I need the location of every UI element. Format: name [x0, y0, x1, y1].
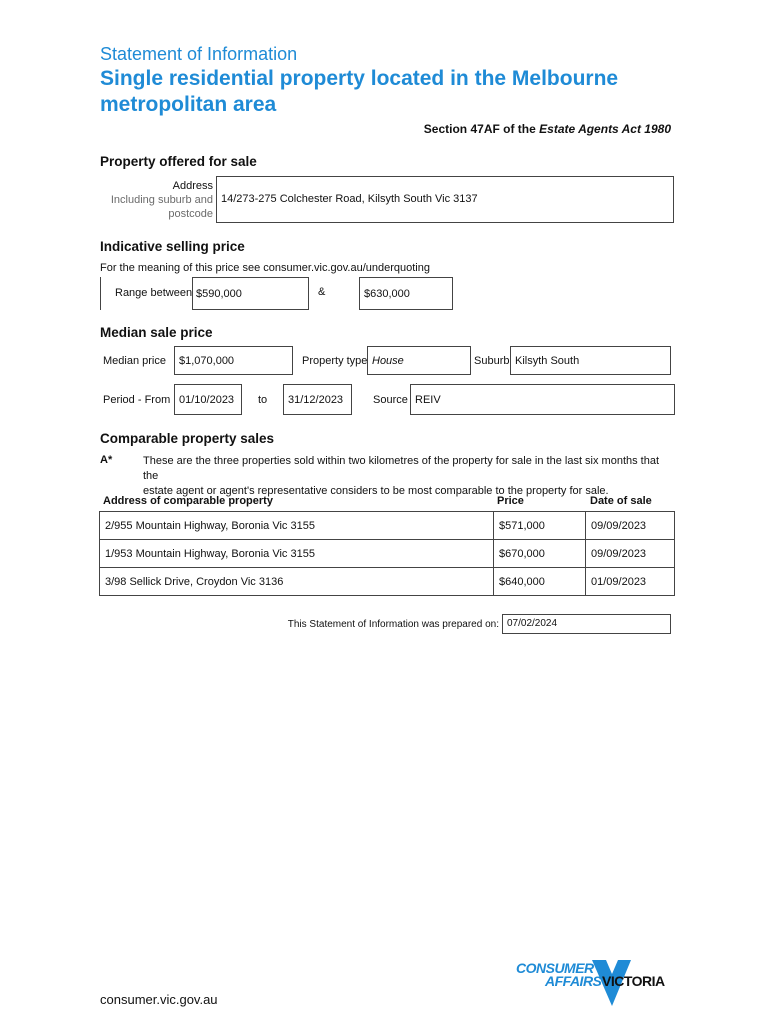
logo-word-affairs: AFFAIRS — [545, 973, 602, 989]
column-header-price: Price — [497, 495, 524, 507]
comparables-description — [143, 454, 673, 499]
period-from-label: Period - From — [103, 394, 171, 406]
period-to-field[interactable] — [283, 384, 352, 415]
document-title-line-2: metropolitan area — [100, 93, 277, 116]
range-left-border — [100, 277, 101, 310]
indicative-note: For the meaning of this price see consumer.vic.gov.au/underquoting — [100, 262, 430, 274]
address-label-line-2: Including suburb and — [110, 194, 213, 206]
range-low-value: $590,000 — [196, 288, 242, 300]
range-label: Range between — [115, 287, 193, 299]
suburb-field[interactable] — [510, 346, 671, 375]
address-label — [111, 179, 213, 221]
source-label: Source — [373, 394, 408, 406]
suburb-label: Suburb — [474, 355, 510, 367]
median-heading: Median sale price — [100, 325, 213, 340]
address-field[interactable] — [216, 176, 674, 223]
logo-word-consumer: CONSUMER — [516, 960, 594, 976]
comparable-price-cell[interactable]: $571,000 — [494, 512, 586, 540]
range-ampersand: & — [318, 286, 326, 298]
period-to-label: to — [258, 394, 268, 406]
comparable-price-cell[interactable]: $670,000 — [494, 540, 586, 568]
comparables-table — [99, 511, 675, 596]
document-title — [100, 66, 618, 118]
consumer-affairs-victoria-logo — [514, 960, 679, 1008]
source-field[interactable] — [410, 384, 675, 415]
comparables-marker: A* — [100, 454, 113, 466]
median-price-value: $1,070,000 — [179, 355, 235, 367]
comparable-price-cell[interactable]: $640,000 — [494, 568, 586, 596]
median-price-field[interactable] — [174, 346, 293, 375]
comparables-description-line-2: estate agent or agent's representative considers to be most comparable to the property for sale. — [143, 485, 609, 497]
table-row — [100, 540, 675, 568]
logo-word-victoria: VICTORIA — [602, 973, 665, 989]
address-label-line-1: Address — [172, 180, 213, 192]
act-name: Estate Agents Act 1980 — [539, 122, 671, 136]
median-price-label: Median price — [103, 355, 166, 367]
suburb-value: Kilsyth South — [515, 355, 580, 367]
property-type-label: Property type — [302, 355, 368, 367]
address-value: 14/273-275 Colchester Road, Kilsyth South Vic 3137 — [221, 193, 478, 205]
period-from-field[interactable] — [174, 384, 242, 415]
address-label-line-3: postcode — [168, 208, 213, 220]
period-to-value: 31/12/2023 — [288, 394, 344, 406]
act-prefix: Section 47AF of the — [423, 122, 536, 136]
comparable-date-cell[interactable]: 01/09/2023 — [586, 568, 675, 596]
column-header-address: Address of comparable property — [103, 495, 273, 507]
comparable-address-cell[interactable]: 3/98 Sellick Drive, Croydon Vic 3136 — [100, 568, 494, 596]
comparable-date-cell[interactable]: 09/09/2023 — [586, 512, 675, 540]
comparable-date-cell[interactable]: 09/09/2023 — [586, 540, 675, 568]
prepared-date-value: 07/02/2024 — [507, 618, 558, 629]
act-reference — [424, 122, 671, 136]
prepared-label: This Statement of Information was prepared on: — [287, 619, 499, 630]
column-header-date: Date of sale — [590, 495, 652, 507]
range-high-value: $630,000 — [364, 288, 410, 300]
period-from-value: 01/10/2023 — [179, 394, 235, 406]
document-eyebrow: Statement of Information — [100, 44, 298, 64]
property-type-value: House — [372, 355, 404, 367]
comparable-address-cell[interactable]: 2/955 Mountain Highway, Boronia Vic 3155 — [100, 512, 494, 540]
comparables-description-line-1: These are the three properties sold within two kilometres of the property for sale in the last six months that the — [143, 455, 660, 482]
comparable-address-cell[interactable]: 1/953 Mountain Highway, Boronia Vic 3155 — [100, 540, 494, 568]
document-title-line-1: Single residential property located in the Melbourne — [100, 67, 619, 90]
range-low-field[interactable] — [192, 277, 309, 310]
source-value: REIV — [415, 394, 441, 406]
table-row — [100, 568, 675, 596]
range-high-field[interactable] — [359, 277, 453, 310]
comparables-heading: Comparable property sales — [100, 431, 275, 446]
property-type-field[interactable] — [367, 346, 471, 375]
prepared-date-field[interactable] — [502, 614, 671, 634]
table-row — [100, 512, 675, 540]
property-heading: Property offered for sale — [100, 154, 257, 169]
footer-url: consumer.vic.gov.au — [100, 992, 218, 1007]
indicative-heading: Indicative selling price — [100, 239, 245, 254]
